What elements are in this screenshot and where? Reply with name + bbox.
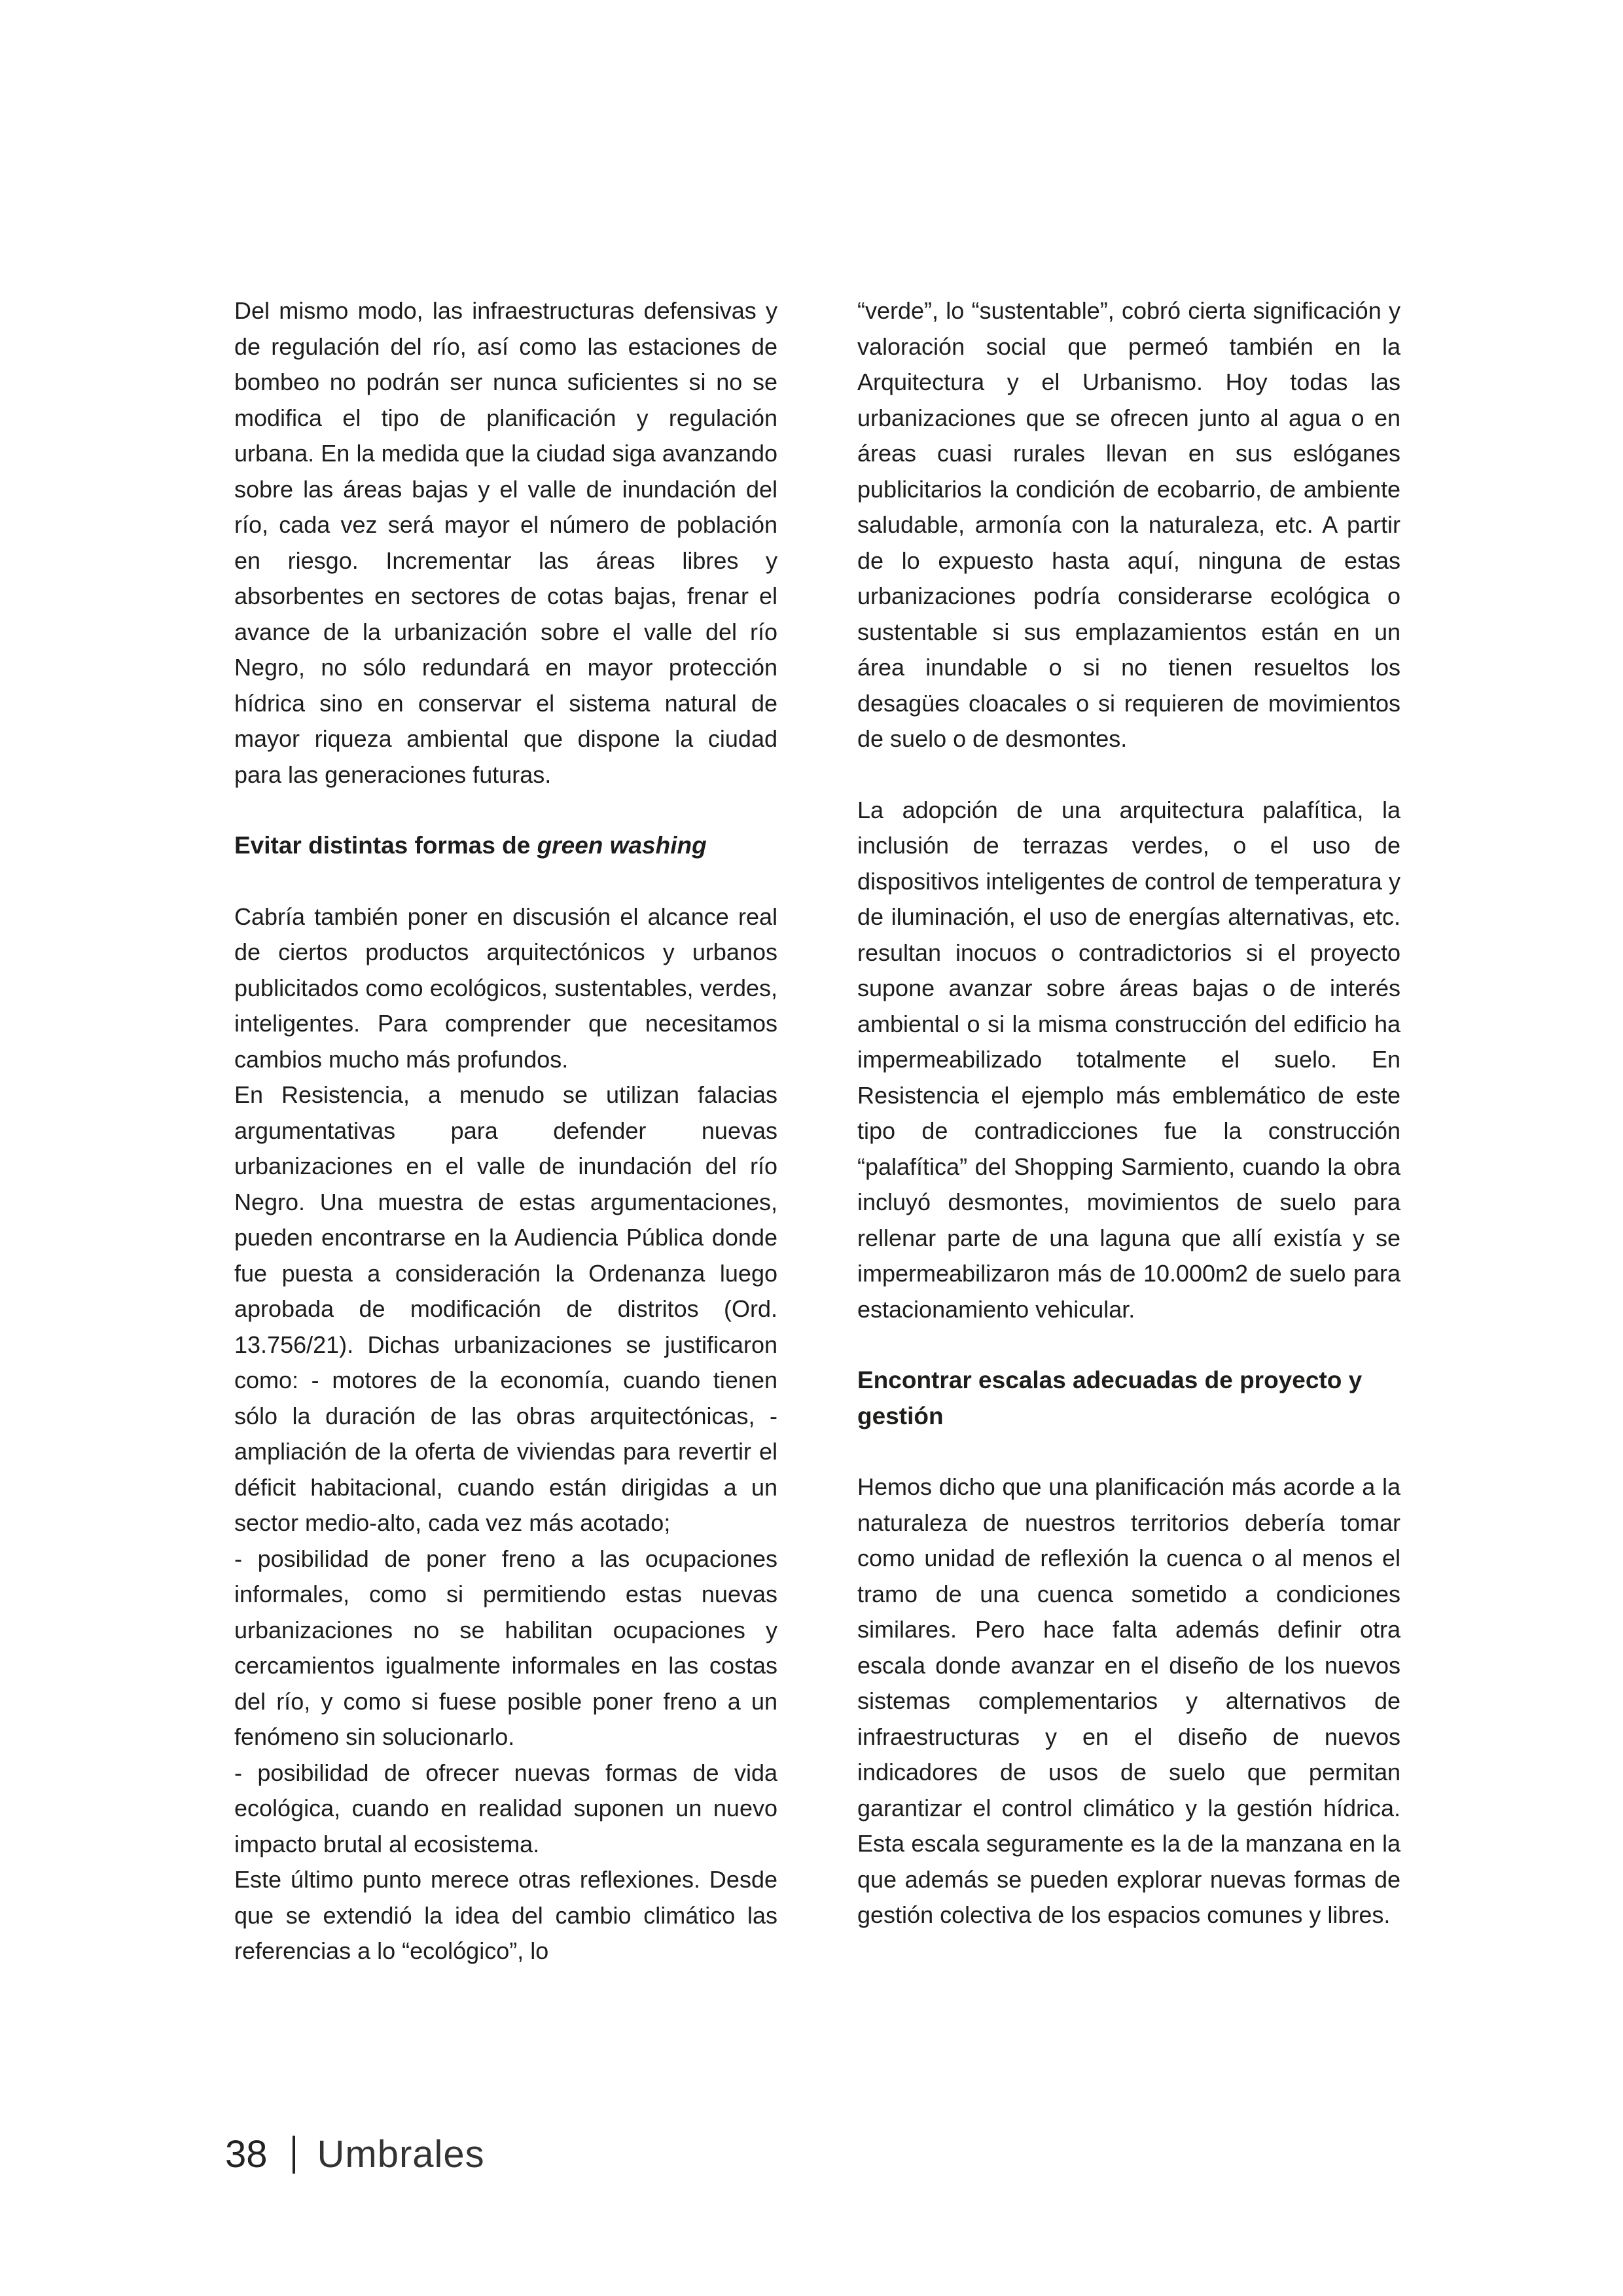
- body-paragraph: - posibilidad de ofrecer nuevas formas de vida ecológica, cuando en realidad suponen un nuevo impacto brutal al ecosistema.: [234, 1759, 777, 1857]
- body-paragraph: Del mismo modo, las infraestructuras defensivas y de regulación del río, así como las estaciones de bombeo no podrán ser nunca suficientes si no se modifica el tipo de planificación y regulación urbana. En la medida que la ciudad siga avanzando sobre las áreas bajas y el valle de inundación del río, cada vez será mayor el número de población en riesgo. Incrementar las áreas libres y absorbentes en sectores de cotas bajas, frenar el avance de la urbanización sobre el valle del río Negro, no sólo redundará en mayor protección hídrica sino en conservar el sistema natural de mayor riqueza ambiental que dispone la ciudad para las generaciones futuras.: [234, 297, 777, 788]
- right-column: [857, 293, 1400, 1933]
- body-paragraph: La adopción de una arquitectura palafítica, la inclusión de terrazas verdes, o el uso de dispositivos inteligentes de control de temperatura y de iluminación, el uso de energías alternativas, etc. resultan inocuos o contradictorios si el proyecto supone avanzar sobre áreas bajas o de interés ambiental o si la misma construcción del edificio ha impermeabilizado totalmente el suelo. En Resistencia el ejemplo más emblemático de este tipo de contradicciones fue la construcción “palafítica” del Shopping Sarmiento, cuando la obra incluyó desmontes, movimientos de suelo para rellenar parte de una laguna que allí existía y se impermeabilizaron más de 10.000m2 de suelo para estacionamiento vehicular.: [857, 796, 1400, 1323]
- page-footer: [225, 2132, 485, 2176]
- section-heading-green-washing: [234, 828, 777, 864]
- footer-divider: [293, 2136, 295, 2174]
- body-paragraph: “verde”, lo “sustentable”, cobró cierta significación y valoración social que permeó también en la Arquitectura y el Urbanismo. Hoy todas las urbanizaciones que se ofrecen junto al agua o en áreas cuasi rurales llevan en sus eslóganes publicitarios la condición de ecobarrio, de ambiente saludable, armonía con la naturaleza, etc. A partir de lo expuesto hasta aquí, ninguna de estas urbanizaciones podría considerarse ecológica o sustentable si sus emplazamientos están en un área inundable o si no tienen resueltos los desagües cloacales o si requieren de movimientos de suelo o de desmontes.: [857, 297, 1400, 752]
- heading-italic-text: green washing: [537, 832, 707, 859]
- publication-title: Umbrales: [317, 2133, 485, 2176]
- body-paragraph: En Resistencia, a menudo se utilizan falacias argumentativas para defender nuevas urbanizaciones en el valle de inundación del río Negro. Una muestra de estas argumentaciones, pueden encontrarse en la Audiencia Pública donde fue puesta a consideración la Ordenanza luego aprobada de modificación de distritos (Ord. 13.756/21). Dichas urbanizaciones se justificaron como: - motores de la economía, cuando tienen sólo la duración de las obras arquitectónicas, - ampliación de la oferta de viviendas para revertir el déficit habitacional, cuando están dirigidas a un sector medio-alto, cada vez más acotado;: [234, 1081, 777, 1536]
- body-paragraph: Cabría también poner en discusión el alcance real de ciertos productos arquitectónicos y urbanos publicitados como ecológicos, sustentables, verdes, inteligentes. Para comprender que necesitamos cambios mucho más profundos.: [234, 903, 777, 1073]
- heading-text: Evitar distintas formas de: [234, 832, 537, 859]
- body-paragraph: Hemos dicho que una planificación más acorde a la naturaleza de nuestros territorios debería tomar como unidad de reflexión la cuenca o al menos el tramo de una cuenca sometido a condiciones similares. Pero hace falta además definir otra escala donde avanzar en el diseño de los nuevos sistemas complementarios y alternativos de infraestructuras y en el diseño de nuevos indicadores de usos de suelo que permitan garantizar el control climático y la gestión hídrica. Esta escala seguramente es la de la manzana en la que además se pueden explorar nuevas formas de gestión colectiva de los espacios comunes y libres.: [857, 1473, 1400, 1928]
- section-heading-escalas: Encontrar escalas adecuadas de proyecto y gestión: [857, 1367, 1363, 1429]
- left-column: [234, 293, 777, 1969]
- page-number: 38: [225, 2133, 268, 2176]
- body-paragraph: Este último punto merece otras reflexiones. Desde que se extendió la idea del cambio climático las referencias a lo “ecológico”, lo: [234, 1866, 777, 1964]
- body-paragraph: - posibilidad de poner freno a las ocupaciones informales, como si permitiendo estas nuevas urbanizaciones no se habilitan ocupaciones y cercamientos igualmente informales en las costas del río, y como si fuese posible poner freno a un fenómeno sin solucionarlo.: [234, 1545, 777, 1750]
